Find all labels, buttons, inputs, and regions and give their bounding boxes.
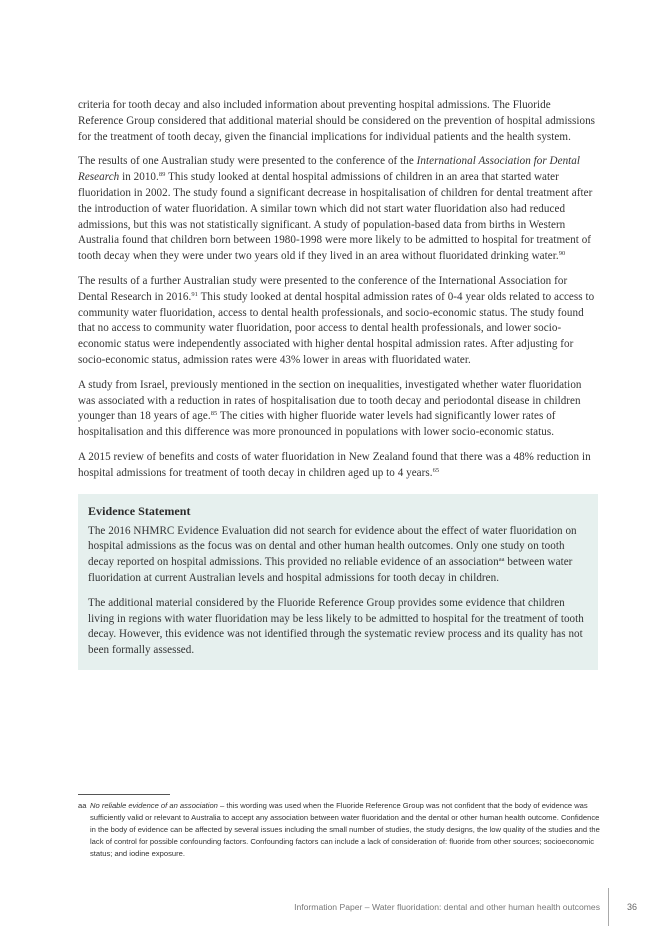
- footer-divider: [608, 888, 609, 926]
- paragraph-israel-study: A study from Israel, previously mentioned in the section on inequalities, investigated whether water fluoridation was associated with a reduction in rates of hospitalisation due to tooth decay and periodontal disease in children younger than 18 years of age.$^{85}$ The cities with higher fluoride water levels had significantly lower rates of hospitalisation and this difference was more pronounced in populations with lower socio-economic status.: [78, 378, 582, 439]
- reference-89: 89: [158, 171, 166, 179]
- footnote-marker: aa: [78, 801, 87, 810]
- evidence-statement-box: [78, 494, 598, 670]
- paragraph-new-zealand-review: A 2015 review of benefits and costs of water fluoridation in New Zealand found that there was a 48% reduction in hospital admissions for treatment of tooth decay in children aged up to 4 years.$^{65}$: [78, 450, 591, 479]
- paragraph-hospital-intro: criteria for tooth decay and also included information about preventing hospital admissions. The Fluoride Reference Group considered that additional material should be considered on the prevention of hospital admissions for the treatment of tooth decay, given the financial implications for individual patients and the health system.: [78, 99, 596, 143]
- footer-title: Information Paper – Water fluoridation: dental and other human health outcomes: [294, 902, 600, 912]
- reference-90: 90: [558, 250, 566, 258]
- evidence-paragraph-1: The 2016 NHMRC Evidence Evaluation did not search for evidence about the effect of water fluoridation on hospital admissions as the focus was on dental and other human health outcomes. Only one study on tooth decay reported on hospital admissions. This provided no reliable evidence of an association$^{aa}$ between water fluoridation at current Australian levels and hospital admissions for tooth decay in children.: [88, 524, 577, 584]
- conference-name: International Association for Dental Research: [78, 155, 581, 184]
- evidence-paragraph-2: The additional material considered by the Fluoride Reference Group provides some evidence that children living in regions with water fluoridation may be less likely to be admitted to hospital for the treatment of tooth decay. However, this evidence was not identified through the systematic review process and its quality has not been formally assessed.: [88, 596, 584, 657]
- reference-85: 85: [210, 410, 218, 418]
- footnote-aa: [78, 800, 600, 860]
- reference-91: 91: [191, 290, 198, 298]
- footnote-reference-aa[interactable]: aa: [498, 556, 505, 564]
- main-body: [78, 98, 598, 670]
- evidence-statement-title: Evidence Statement: [88, 503, 191, 518]
- page-number: 36: [626, 902, 637, 912]
- paragraph-australian-study-2010: The results of one Australian study were presented to the conference of the International Association for Dental Research in 2010.89 This study looked at dental hospital admissions of children in an area that started water fluoridation in 2002. The study found a significant decrease in hospitalisation of children for dental treatment after the introduction of water fluoridation. A similar town which did not start water fluoridation also had reduced admissions, but this was not statistically significant. A study of population-based data from births in Western Australia found that children born between 1980-1998 were more likely to be admitted to hospital for treatment of tooth decay when they were under two years old if they lived in an area without fluoridated drinking water.$^{90}$: [78, 155, 593, 263]
- footnote-body: No reliable evidence of an association – this wording was used when the Fluoride Reference Group was not confident that the body of evidence was sufficiently valid or relevant to Australia to accept any association between water fluoridation and the dental or other human health outcome. Confidence in the body of evidence can be affected by several issues including the small number of studies, the study designs, the low quality of the studies and the lack of control for possible confounding factors. Confounding factors can include a lack of consideration of: fluoride from other sources; socioeconomic status; and iodine exposure.: [90, 801, 600, 858]
- reference-65: 65: [432, 466, 440, 474]
- paragraph-australian-study-2016: The results of a further Australian study were presented to the conference of the International Association for Dental Research in 2016.91 This study looked at dental hospital admission rates of 0-4 year olds related to access to community water fluoridation, access to dental health professionals, and socio-economic status. The study found that no access to community water fluoridation, poor access to dental health professionals, and lower socio-economic status were independently associated with higher dental hospital admission rates. After adjusting for socio-economic status, admission rates were 43% lower in areas with fluoridated water.: [78, 274, 595, 366]
- footnote-term: No reliable evidence of an association: [90, 801, 218, 810]
- footnote-divider: [78, 794, 170, 795]
